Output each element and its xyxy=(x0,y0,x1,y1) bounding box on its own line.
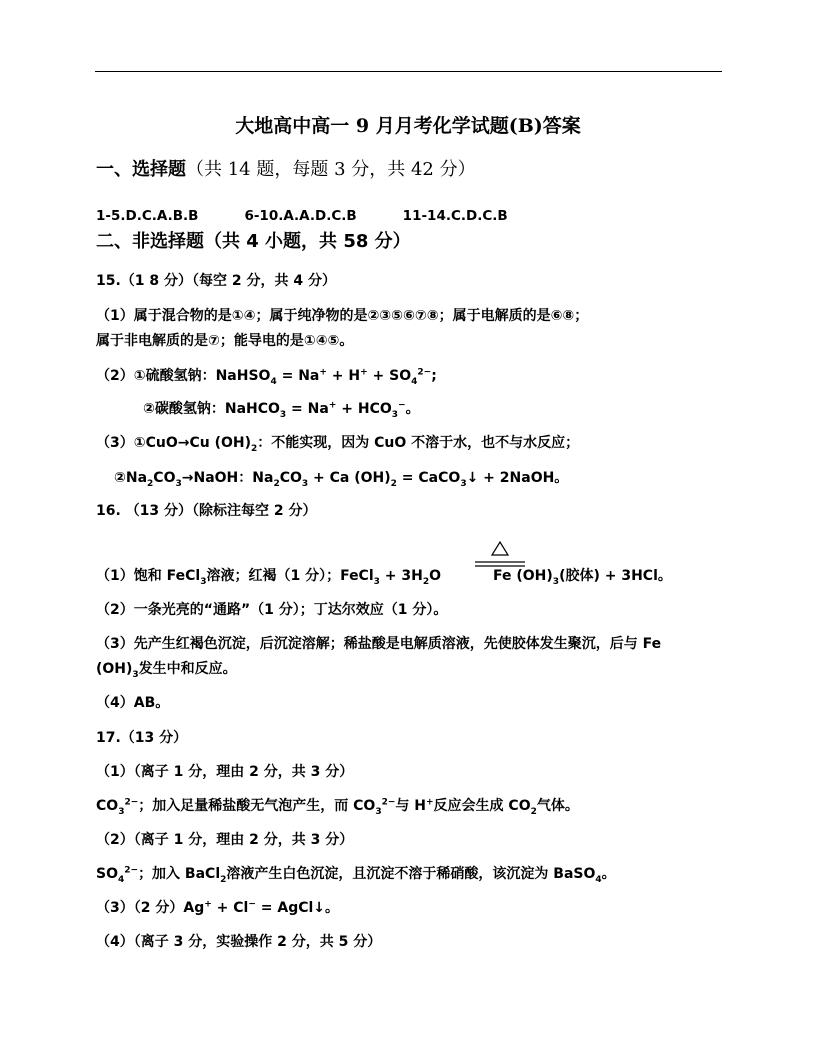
answers-1-5: 1-5.D.C.A.B.B xyxy=(96,208,199,224)
section2-heading: 二、非选择题（共 4 小题，共 58 分） xyxy=(96,231,411,252)
page-title: 大地高中高一 9 月月考化学试题(B)答案 xyxy=(235,115,581,137)
q15-header: 15.（1 8 分）（每空 2 分，共 4 分） xyxy=(96,273,337,289)
q17-p3-label: （3）（2 分）Ag xyxy=(96,900,205,916)
q16-p3-end: 发生中和反应。 xyxy=(138,661,237,677)
q17-part1-answer: $CO_3^{2-}$；加入足量稀盐酸无气泡产生，而 $CO_3^{2-}$与 H+反应会生成 $CO_2$气体。 xyxy=(96,797,579,817)
q16-p1-end: (胶体) + 3HCl。 xyxy=(559,568,672,584)
q17-p2-mid: ；加入 BaCl xyxy=(138,866,221,882)
q16-part2: （2）一条光亮的“通路”（1 分）；丁达尔效应（1 分）。 xyxy=(96,602,448,618)
q15-part1-line1: （1）属于混合物的是①④；属于纯净物的是②③⑤⑥⑦⑧；属于电解质的是⑥⑧； xyxy=(96,308,589,324)
section1-heading xyxy=(96,160,476,180)
eq-label: （3）①CuO→Cu (OH) xyxy=(96,435,251,451)
q16-part3-line2: $(OH)_3$发生中和反应。 xyxy=(96,661,237,680)
q16-header: 16. （13 分）（除标注每空 2 分） xyxy=(96,503,317,519)
q15-part1-line2: 属于非电解质的是⑦；能导电的是①④⑤。 xyxy=(96,333,354,349)
q15-part3-line2: $②Na_2CO_3\to NaOH$：$Na_2CO_3 + Ca$ $(OH)_2$ = CaCO$_3$↓ + 2NaOH。 xyxy=(114,470,569,489)
q17-p1-mid: ；加入足量稀盐酸无气泡产生，而 CO xyxy=(138,798,376,814)
q17-part1: （1）（离子 1 分，理由 2 分，共 3 分） xyxy=(96,764,354,780)
q17-p1-tail: 气体。 xyxy=(536,798,579,814)
eq-label: （2）①硫酸氢钠：NaHSO xyxy=(96,368,271,384)
q17-header: 17.（13 分） xyxy=(96,730,188,746)
eq-label: ②碳酸氢钠：NaHCO xyxy=(143,401,280,417)
q16-p1-prefix: （1）饱和 FeCl xyxy=(96,568,201,584)
q15-part2-eq2: ②碳酸氢钠：NaHCO$_3$ = $Na^+ + HCO_3^-$。 xyxy=(143,400,420,420)
q17-part2-answer: $SO_4^{2-}$；加入 BaCl$_2$溶液产生白色沉淀，且沉淀不溶于稀硝酸，该沉淀为 BaSO$_4$。 xyxy=(96,865,616,885)
section1-title: 一、选择题 xyxy=(96,159,186,180)
heating-condition-icon xyxy=(475,538,525,584)
q17-p1-end: 反应会生成 CO xyxy=(433,798,531,814)
answers-11-14: 11-14.C.D.C.B xyxy=(402,208,508,224)
eq-reason: ：不能实现，因为 CuO 不溶于水，也不与水反应； xyxy=(257,435,580,451)
q16-part3-line1: （3）先产生红褐色沉淀，后沉淀溶解；稀盐酸是电解质溶液，先使胶体发生聚沉，后与 Fe xyxy=(96,636,662,652)
section1-note: （共 14 题，每题 3 分，共 42 分） xyxy=(186,159,476,180)
q17-part2: （2）（离子 1 分，理由 2 分，共 3 分） xyxy=(96,832,354,848)
q15-part3-line1: （3）①CuO→Cu $(OH)_2$：不能实现，因为 CuO 不溶于水，也不与水反应； xyxy=(96,435,580,454)
mc-answers xyxy=(96,206,508,226)
q15-part2-eq1: （2）①硫酸氢钠：NaHSO$_4$ = $Na^+ + H^+ + SO_4^{2-}$; xyxy=(96,367,437,387)
q16-part1: （1）饱和 FeCl$_3$溶液；红褐（1 分）；FeCl$_3$ + $3H_2O$ Fe $(OH)_3$(胶体) + 3HCl。 xyxy=(96,568,672,587)
q17-p2-mid2: 溶液产生白色沉淀，且沉淀不溶于稀硝酸，该沉淀为 BaSO xyxy=(226,866,596,882)
q17-p1-mid2: 与 H xyxy=(395,798,426,814)
eq-label: ②Na xyxy=(114,470,148,486)
q16-part4: （4）AB。 xyxy=(96,695,170,711)
header-rule xyxy=(95,71,722,72)
q16-p1-mid: 溶液；红褐（1 分）；FeCl xyxy=(206,568,374,584)
answers-6-10: 6-10.A.A.D.C.B xyxy=(244,208,357,224)
q17-part3: （3）（2 分）Ag+ + Cl− = AgCl↓。 xyxy=(96,899,340,916)
q17-part4: （4）（离子 3 分，实验操作 2 分，共 5 分） xyxy=(96,934,382,950)
